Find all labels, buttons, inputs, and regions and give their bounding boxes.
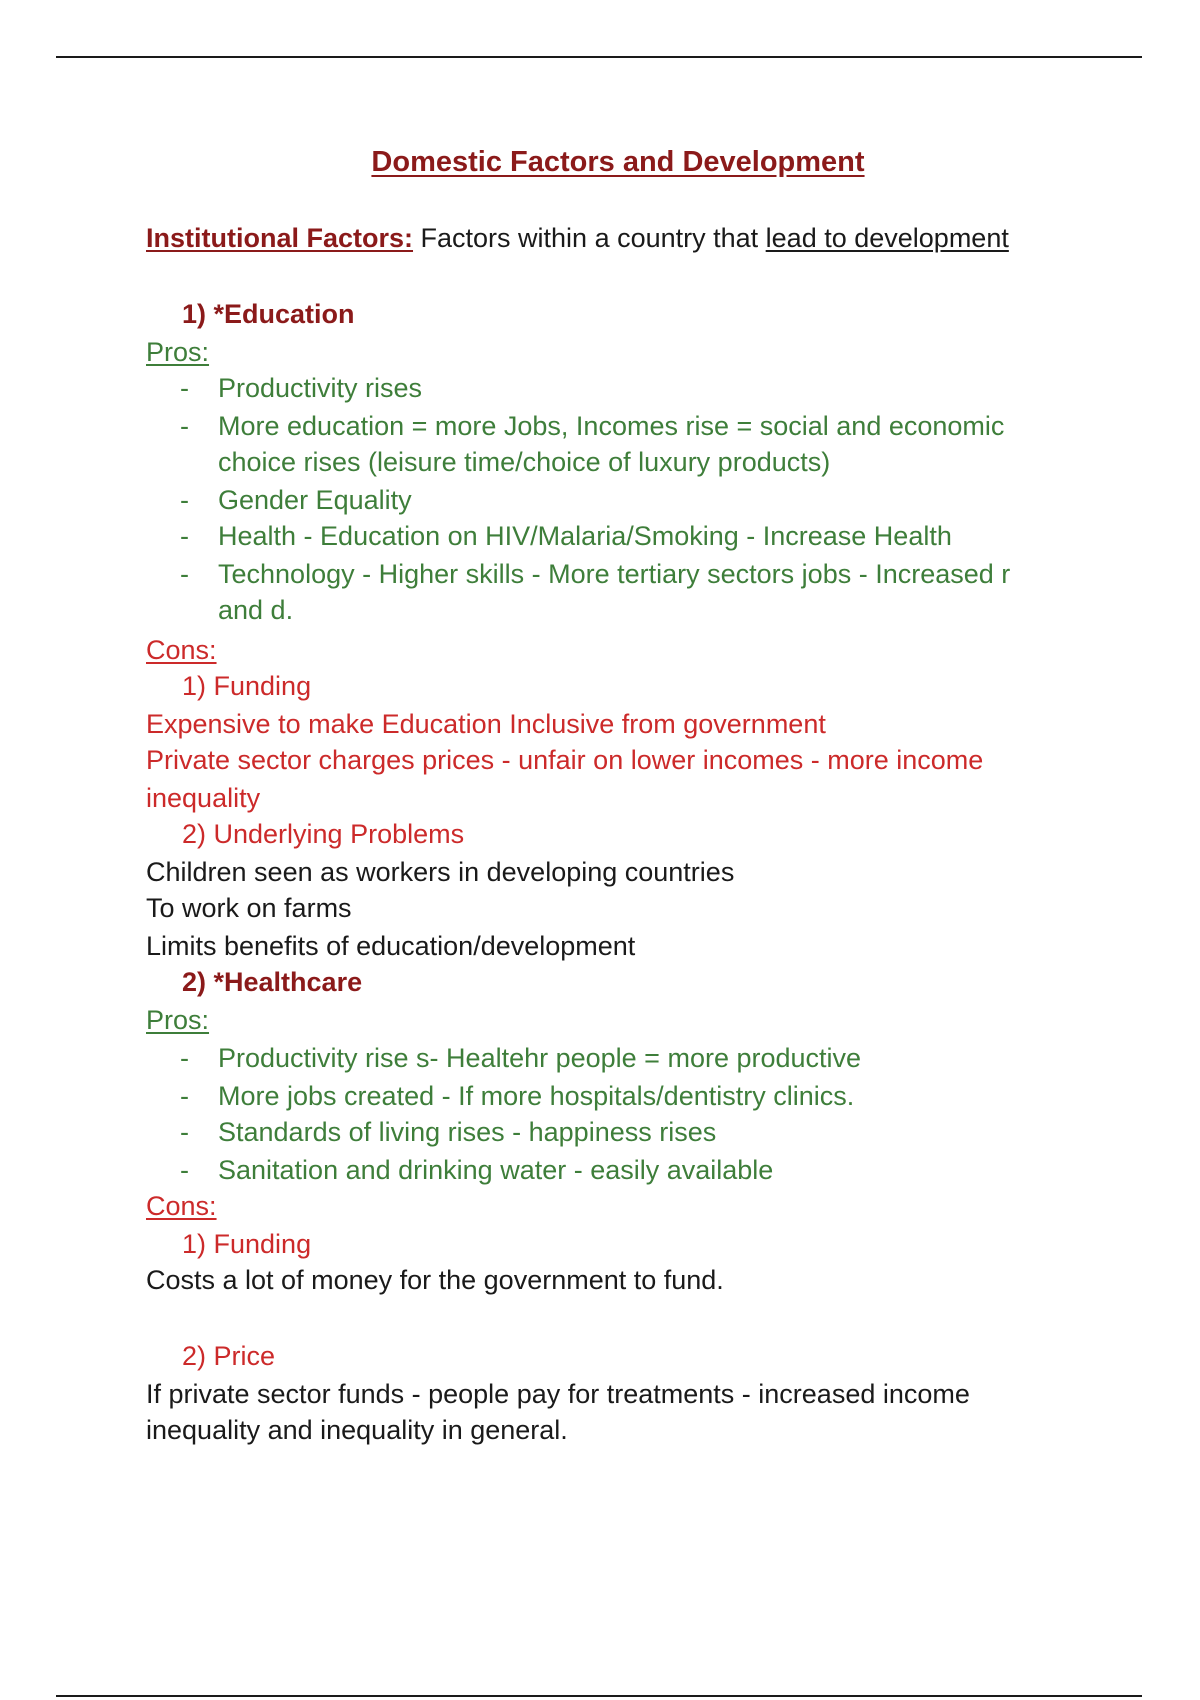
bullet-dash: - [180, 1117, 189, 1147]
healthcare-pro-item: Standards of living rises - happiness rises [218, 1117, 717, 1147]
education-pro-item: Productivity rises [218, 373, 423, 403]
education-cons-2-line: Children seen as workers in developing countries [146, 857, 735, 887]
education-pro-item-continued: and d. [218, 595, 294, 625]
healthcare-cons-1-heading: 1) Funding [182, 1229, 312, 1259]
healthcare-cons-2-line: inequality and inequality in general. [146, 1415, 568, 1445]
education-cons-1-line: Expensive to make Education Inclusive from government [146, 709, 826, 739]
top-rule [56, 56, 1142, 58]
education-cons-2-heading: 2) Underlying Problems [182, 819, 465, 849]
education-pro-item-continued: choice rises (leisure time/choice of luxury products) [218, 447, 831, 477]
education-cons-2-line: To work on farms [146, 893, 352, 923]
bullet-dash: - [180, 411, 189, 441]
intro-line [146, 220, 1009, 256]
bullet-dash: - [180, 1155, 189, 1185]
education-heading: 1) *Education [182, 299, 355, 329]
bottom-rule [56, 1695, 1142, 1697]
healthcare-cons-2-line: If private sector funds - people pay for treatments - increased income [146, 1379, 970, 1409]
healthcare-cons-label: Cons: [146, 1191, 217, 1221]
education-cons-1-line: Private sector charges prices - unfair on lower incomes - more income [146, 745, 984, 775]
education-pro-item: Technology - Higher skills - More tertiary sectors jobs - Increased r [218, 559, 1011, 589]
bullet-dash: - [180, 521, 189, 551]
education-pro-item: Gender Equality [218, 485, 412, 515]
healthcare-cons-1-line: Costs a lot of money for the government to fund. [146, 1265, 724, 1295]
bullet-dash: - [180, 485, 189, 515]
intro-label: Institutional Factors: [146, 223, 414, 253]
healthcare-pros-label: Pros: [146, 1005, 210, 1035]
healthcare-heading: 2) *Healthcare [182, 967, 363, 997]
education-cons-2-line: Limits benefits of education/development [146, 931, 636, 961]
education-pro-item: Health - Education on HIV/Malaria/Smoking - Increase Health [218, 521, 952, 551]
intro-underlined-text: lead to development [765, 223, 1009, 253]
bullet-dash: - [180, 1081, 189, 1111]
intro-text: Factors within a country that [413, 223, 766, 253]
bullet-dash: - [180, 1043, 189, 1073]
healthcare-pro-item: Productivity rise s- Healtehr people = more productive [218, 1043, 862, 1073]
education-cons-1-heading: 1) Funding [182, 671, 312, 701]
healthcare-pro-item: More jobs created - If more hospitals/dentistry clinics. [218, 1081, 855, 1111]
healthcare-pro-item: Sanitation and drinking water - easily available [218, 1155, 774, 1185]
bullet-dash: - [180, 373, 189, 403]
education-cons-1-line: inequality [146, 783, 261, 813]
healthcare-cons-2-heading: 2) Price [182, 1341, 276, 1371]
education-cons-label: Cons: [146, 635, 217, 665]
education-pro-item: More education = more Jobs, Incomes rise = social and economic [218, 411, 1005, 441]
page-title: Domestic Factors and Development [371, 146, 865, 178]
education-pros-label: Pros: [146, 337, 210, 367]
bullet-dash: - [180, 559, 189, 589]
